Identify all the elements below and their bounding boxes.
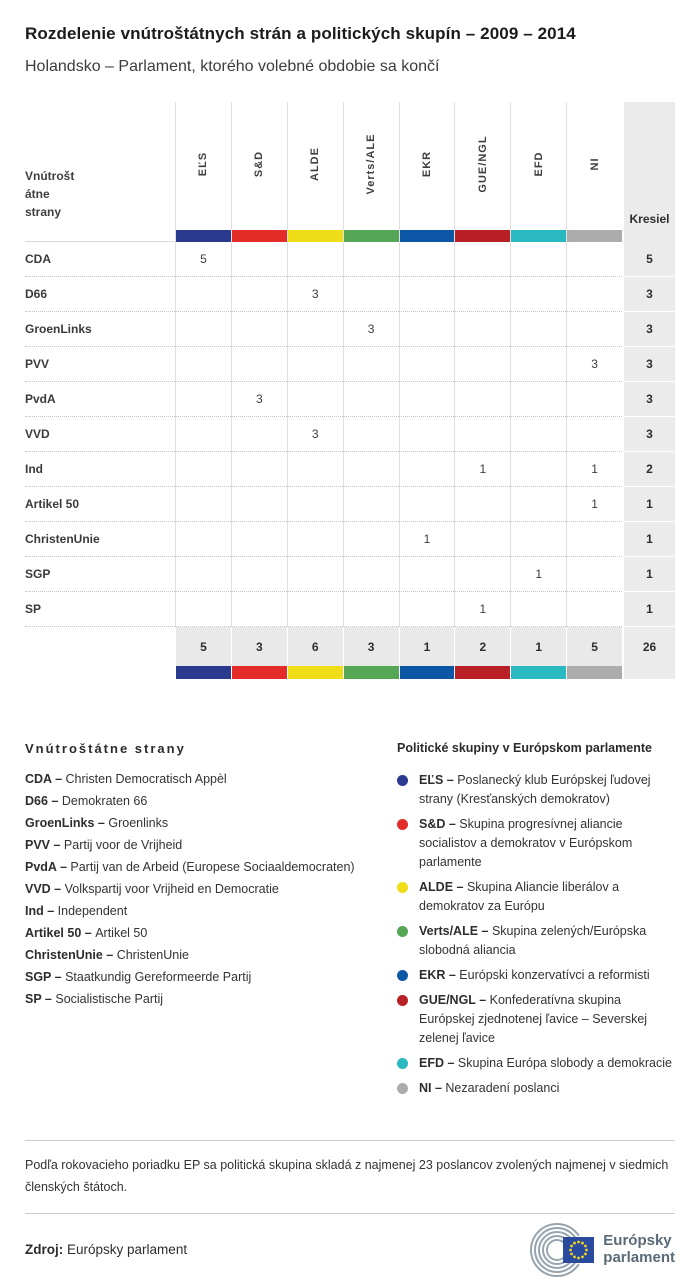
party-row-label: GroenLinks bbox=[25, 312, 175, 347]
group-legend-text bbox=[419, 815, 675, 872]
seat-count-cell: 3 bbox=[231, 382, 287, 417]
seat-count-cell bbox=[343, 417, 399, 452]
group-legend-abbr: GUE/NGL – bbox=[419, 993, 490, 1007]
column-header-label: ALDE bbox=[309, 147, 322, 181]
seats-column-footer bbox=[622, 666, 675, 679]
seat-count-cell bbox=[510, 452, 566, 487]
seat-count-cell bbox=[454, 312, 510, 347]
footer-color-bar bbox=[343, 666, 399, 679]
political-groups-heading: Politické skupiny v Európskom parlamente bbox=[397, 741, 652, 755]
seat-count-cell bbox=[231, 312, 287, 347]
source-line bbox=[25, 1242, 187, 1257]
party-legend-item bbox=[25, 970, 397, 985]
seat-count-cell: 1 bbox=[454, 452, 510, 487]
political-groups-legend bbox=[397, 741, 675, 1104]
column-header-label: EĽS bbox=[197, 151, 210, 177]
seat-count-cell bbox=[175, 592, 231, 627]
group-legend-abbr: Verts/ALE – bbox=[419, 924, 492, 938]
seat-count-cell bbox=[566, 277, 622, 312]
seat-count-cell bbox=[175, 452, 231, 487]
party-row-label: PvdA bbox=[25, 382, 175, 417]
seat-count-cell: 1 bbox=[454, 592, 510, 627]
political-groups-list bbox=[397, 771, 675, 1098]
seat-count-cell bbox=[399, 347, 455, 382]
group-legend-item bbox=[397, 922, 675, 960]
group-legend-item bbox=[397, 771, 675, 809]
party-legend-name: Socialistische Partij bbox=[55, 992, 164, 1006]
seat-count-cell bbox=[454, 382, 510, 417]
ep-logo bbox=[519, 1220, 675, 1278]
row-total-cell: 3 bbox=[622, 417, 675, 452]
seat-count-cell bbox=[566, 592, 622, 627]
column-header bbox=[175, 102, 231, 242]
seat-count-cell bbox=[175, 347, 231, 382]
seat-count-cell bbox=[287, 487, 343, 522]
party-legend-name: Artikel 50 bbox=[95, 926, 148, 940]
seat-count-cell bbox=[231, 487, 287, 522]
party-legend-name: Christen Democratisch Appèl bbox=[65, 772, 227, 786]
seat-count-cell bbox=[399, 557, 455, 592]
group-legend-name: Európski konzervatívci a reformisti bbox=[459, 968, 650, 982]
seat-count-cell bbox=[343, 347, 399, 382]
seat-count-cell bbox=[454, 242, 510, 277]
column-color-bar bbox=[400, 230, 455, 242]
column-total-cell: 5 bbox=[175, 627, 231, 666]
column-header-label: S&D bbox=[253, 150, 266, 178]
seat-count-cell bbox=[287, 557, 343, 592]
party-row-label: SP bbox=[25, 592, 175, 627]
column-total-cell: 1 bbox=[399, 627, 455, 666]
group-legend-name: Poslanecký klub Európskej ľudovej strany (Kresťanských demokratov) bbox=[419, 773, 651, 806]
party-legend-abbr: VVD – bbox=[25, 882, 65, 896]
seat-count-cell bbox=[454, 277, 510, 312]
party-legend-item bbox=[25, 904, 397, 919]
party-legend-name: Demokraten 66 bbox=[61, 794, 148, 808]
group-legend-item bbox=[397, 966, 675, 985]
party-legend-abbr: Artikel 50 – bbox=[25, 926, 96, 940]
seats-column-header: Kresiel bbox=[622, 102, 675, 242]
seat-count-cell bbox=[454, 557, 510, 592]
row-total-cell: 1 bbox=[622, 487, 675, 522]
seat-count-cell bbox=[287, 592, 343, 627]
group-legend-text bbox=[419, 1054, 672, 1073]
seat-count-cell bbox=[231, 522, 287, 557]
seat-count-cell bbox=[343, 277, 399, 312]
party-legend-abbr: PvdA – bbox=[25, 860, 71, 874]
party-row-label: SGP bbox=[25, 557, 175, 592]
seat-count-cell bbox=[287, 522, 343, 557]
row-total-cell: 3 bbox=[622, 347, 675, 382]
seat-count-cell: 3 bbox=[566, 347, 622, 382]
grand-total-cell: 26 bbox=[622, 627, 675, 666]
seats-table bbox=[25, 102, 675, 679]
table-corner-label bbox=[25, 102, 175, 242]
party-row-label: ChristenUnie bbox=[25, 522, 175, 557]
seat-count-cell bbox=[343, 487, 399, 522]
party-legend-name: Volkspartij voor Vrijheid en Democratie bbox=[64, 882, 279, 896]
group-legend-item bbox=[397, 1054, 675, 1073]
seat-count-cell bbox=[399, 592, 455, 627]
column-header-label: GUE/NGL bbox=[476, 135, 489, 193]
seat-count-cell bbox=[287, 452, 343, 487]
column-header-label: Verts/ALE bbox=[365, 133, 378, 195]
page-title: Rozdelenie vnútroštátnych strán a politických skupín – 2009 – 2014 bbox=[25, 24, 576, 43]
party-legend-abbr: SGP – bbox=[25, 970, 66, 984]
source-label: Zdroj: bbox=[25, 1241, 64, 1257]
group-legend-name: Skupina zelených/Európska slobodná aliancia bbox=[419, 924, 647, 957]
party-legend-item bbox=[25, 860, 397, 875]
column-total-cell: 2 bbox=[454, 627, 510, 666]
seat-count-cell bbox=[510, 487, 566, 522]
party-legend-item bbox=[25, 948, 397, 963]
group-legend-text bbox=[419, 1079, 559, 1098]
seat-count-cell bbox=[566, 312, 622, 347]
column-header-label: EKR bbox=[420, 150, 433, 178]
row-total-cell: 2 bbox=[622, 452, 675, 487]
row-total-cell: 5 bbox=[622, 242, 675, 277]
column-header-label: NI bbox=[588, 157, 601, 171]
party-legend-abbr: ChristenUnie – bbox=[25, 948, 117, 962]
column-total-cell: 1 bbox=[510, 627, 566, 666]
party-row-label: PVV bbox=[25, 347, 175, 382]
column-header bbox=[454, 102, 510, 242]
seat-count-cell bbox=[231, 242, 287, 277]
party-legend-item bbox=[25, 772, 397, 787]
national-parties-list bbox=[25, 772, 397, 1007]
party-legend-name: ChristenUnie bbox=[116, 948, 189, 962]
seat-count-cell bbox=[343, 522, 399, 557]
seat-count-cell: 1 bbox=[566, 452, 622, 487]
footer-color-bar bbox=[399, 666, 455, 679]
seat-count-cell bbox=[510, 522, 566, 557]
column-header bbox=[510, 102, 566, 242]
party-legend-abbr: PVV – bbox=[25, 838, 64, 852]
group-color-dot bbox=[397, 775, 408, 786]
seat-count-cell bbox=[343, 382, 399, 417]
column-header bbox=[399, 102, 455, 242]
column-color-bar bbox=[232, 230, 287, 242]
seat-count-cell bbox=[343, 557, 399, 592]
party-legend-abbr: CDA – bbox=[25, 772, 66, 786]
party-legend-item bbox=[25, 926, 397, 941]
party-row-label: Ind bbox=[25, 452, 175, 487]
seat-count-cell bbox=[454, 487, 510, 522]
seat-count-cell bbox=[343, 592, 399, 627]
group-legend-item bbox=[397, 1079, 675, 1098]
seat-count-cell: 3 bbox=[343, 312, 399, 347]
seat-count-cell bbox=[231, 417, 287, 452]
seat-count-cell bbox=[454, 522, 510, 557]
party-legend-abbr: D66 – bbox=[25, 794, 62, 808]
row-total-cell: 1 bbox=[622, 557, 675, 592]
seat-count-cell bbox=[566, 242, 622, 277]
row-total-cell: 3 bbox=[622, 382, 675, 417]
group-legend-text bbox=[419, 771, 675, 809]
group-color-dot bbox=[397, 1083, 408, 1094]
footer-color-bar bbox=[231, 666, 287, 679]
group-legend-abbr: EĽS – bbox=[419, 773, 458, 787]
party-legend-item bbox=[25, 992, 397, 1007]
group-legend-abbr: NI – bbox=[419, 1081, 446, 1095]
party-legend-item bbox=[25, 816, 397, 831]
party-legend-item bbox=[25, 838, 397, 853]
footer-color-bar bbox=[454, 666, 510, 679]
party-row-label: CDA bbox=[25, 242, 175, 277]
footer-color-bar bbox=[175, 666, 231, 679]
seat-count-cell bbox=[566, 522, 622, 557]
table-corner-label-line: strany bbox=[25, 205, 62, 219]
seat-count-cell bbox=[510, 242, 566, 277]
seat-count-cell bbox=[175, 382, 231, 417]
column-header bbox=[231, 102, 287, 242]
seat-count-cell: 5 bbox=[175, 242, 231, 277]
seat-count-cell: 3 bbox=[287, 277, 343, 312]
seat-count-cell bbox=[399, 242, 455, 277]
column-total-cell: 5 bbox=[566, 627, 622, 666]
seat-count-cell bbox=[175, 277, 231, 312]
seat-count-cell bbox=[510, 417, 566, 452]
footer-bar-spacer bbox=[25, 666, 175, 679]
group-legend-abbr: ALDE – bbox=[419, 880, 467, 894]
group-color-dot bbox=[397, 970, 408, 981]
party-legend-item bbox=[25, 882, 397, 897]
column-header-label: EFD bbox=[532, 151, 545, 177]
group-color-dot bbox=[397, 819, 408, 830]
group-legend-name: Skupina progresívnej aliancie socialistov a demokratov v Európskom parlamente bbox=[419, 817, 633, 869]
column-total-cell: 6 bbox=[287, 627, 343, 666]
seat-count-cell bbox=[175, 487, 231, 522]
party-legend-item bbox=[25, 794, 397, 809]
seat-count-cell bbox=[454, 347, 510, 382]
column-header bbox=[287, 102, 343, 242]
group-color-dot bbox=[397, 926, 408, 937]
seat-count-cell bbox=[566, 382, 622, 417]
seat-count-cell bbox=[231, 452, 287, 487]
column-color-bar bbox=[176, 230, 231, 242]
group-legend-name: Konfederatívna skupina Európskej zjednotenej ľavice – Severskej zelenej ľavice bbox=[419, 993, 648, 1045]
seat-count-cell bbox=[510, 277, 566, 312]
footnote-text: Podľa rokovacieho poriadku EP sa politická skupina skladá z najmenej 23 poslancov zvolených najmenej v siedmich členských štátoch. bbox=[25, 1140, 675, 1214]
party-legend-name: Partij van de Arbeid (Europese Sociaaldemocraten) bbox=[70, 860, 355, 874]
seat-count-cell bbox=[343, 452, 399, 487]
group-legend-name: Skupina Európa slobody a demokracie bbox=[457, 1056, 672, 1070]
group-color-dot bbox=[397, 882, 408, 893]
totals-row-spacer bbox=[25, 627, 175, 666]
column-color-bar bbox=[288, 230, 343, 242]
ep-logo-line1: Európsky bbox=[603, 1232, 672, 1249]
footer-color-bar bbox=[510, 666, 566, 679]
group-legend-abbr: EFD – bbox=[419, 1056, 458, 1070]
party-row-label: Artikel 50 bbox=[25, 487, 175, 522]
column-color-bar bbox=[511, 230, 566, 242]
party-row-label: VVD bbox=[25, 417, 175, 452]
seat-count-cell: 1 bbox=[566, 487, 622, 522]
row-total-cell: 3 bbox=[622, 277, 675, 312]
seat-count-cell bbox=[510, 312, 566, 347]
group-color-dot bbox=[397, 995, 408, 1006]
seat-count-cell bbox=[510, 347, 566, 382]
group-legend-name: Skupina Aliancie liberálov a demokratov za Európu bbox=[419, 880, 620, 913]
row-total-cell: 3 bbox=[622, 312, 675, 347]
national-parties-heading: Vnútroštátne strany bbox=[25, 741, 186, 756]
ep-logo-line2: parlament bbox=[603, 1249, 675, 1266]
national-parties-legend bbox=[25, 741, 397, 1104]
seat-count-cell bbox=[399, 417, 455, 452]
party-legend-abbr: Ind – bbox=[25, 904, 58, 918]
seat-count-cell bbox=[287, 242, 343, 277]
seat-count-cell bbox=[175, 312, 231, 347]
group-legend-text bbox=[419, 991, 675, 1048]
party-legend-name: Staatkundig Gereformeerde Partij bbox=[65, 970, 252, 984]
party-legend-abbr: SP – bbox=[25, 992, 56, 1006]
group-legend-item bbox=[397, 991, 675, 1048]
seat-count-cell bbox=[343, 242, 399, 277]
seat-count-cell: 1 bbox=[510, 557, 566, 592]
legends-section bbox=[25, 741, 675, 1104]
seat-count-cell bbox=[287, 312, 343, 347]
seat-count-cell bbox=[231, 557, 287, 592]
seat-count-cell bbox=[175, 557, 231, 592]
party-row-label: D66 bbox=[25, 277, 175, 312]
seat-count-cell bbox=[399, 382, 455, 417]
source-value: Európsky parlament bbox=[67, 1241, 188, 1257]
group-legend-abbr: S&D – bbox=[419, 817, 460, 831]
seat-count-cell: 3 bbox=[287, 417, 343, 452]
party-legend-abbr: GroenLinks – bbox=[25, 816, 109, 830]
group-legend-name: Nezaradení poslanci bbox=[445, 1081, 560, 1095]
column-total-cell: 3 bbox=[343, 627, 399, 666]
column-color-bar bbox=[344, 230, 399, 242]
footer-color-bar bbox=[287, 666, 343, 679]
seat-count-cell bbox=[566, 417, 622, 452]
table-corner-label-line: Vnútrošt bbox=[25, 169, 75, 183]
seat-count-cell bbox=[175, 417, 231, 452]
seat-count-cell bbox=[399, 312, 455, 347]
column-color-bar bbox=[455, 230, 510, 242]
party-legend-name: Partij voor de Vrijheid bbox=[63, 838, 183, 852]
seat-count-cell bbox=[231, 592, 287, 627]
row-total-cell: 1 bbox=[622, 592, 675, 627]
seat-count-cell bbox=[510, 592, 566, 627]
page-subtitle: Holandsko – Parlament, ktorého volebné obdobie sa končí bbox=[25, 58, 440, 75]
seat-count-cell bbox=[399, 487, 455, 522]
row-total-cell: 1 bbox=[622, 522, 675, 557]
column-total-cell: 3 bbox=[231, 627, 287, 666]
column-header bbox=[343, 102, 399, 242]
seat-count-cell bbox=[454, 417, 510, 452]
seat-count-cell bbox=[175, 522, 231, 557]
seat-count-cell bbox=[510, 382, 566, 417]
seat-count-cell bbox=[399, 277, 455, 312]
column-color-bar bbox=[567, 230, 622, 242]
group-legend-text bbox=[419, 922, 675, 960]
source-row bbox=[25, 1220, 675, 1278]
group-legend-item bbox=[397, 815, 675, 872]
seat-count-cell bbox=[399, 452, 455, 487]
seat-count-cell bbox=[231, 277, 287, 312]
seat-count-cell bbox=[287, 382, 343, 417]
party-legend-name: Independent bbox=[57, 904, 128, 918]
seat-count-cell: 1 bbox=[399, 522, 455, 557]
column-header bbox=[566, 102, 622, 242]
group-legend-item bbox=[397, 878, 675, 916]
group-legend-abbr: EKR – bbox=[419, 968, 460, 982]
group-legend-text bbox=[419, 878, 675, 916]
party-legend-name: Groenlinks bbox=[108, 816, 169, 830]
ep-logo-text bbox=[603, 1232, 675, 1266]
table-corner-label-line: átne bbox=[25, 187, 50, 201]
group-color-dot bbox=[397, 1058, 408, 1069]
group-legend-text bbox=[419, 966, 650, 985]
footer-color-bar bbox=[566, 666, 622, 679]
seat-count-cell bbox=[566, 557, 622, 592]
seat-count-cell bbox=[231, 347, 287, 382]
ep-hemicycle-flag-icon bbox=[519, 1220, 597, 1278]
seat-count-cell bbox=[287, 347, 343, 382]
